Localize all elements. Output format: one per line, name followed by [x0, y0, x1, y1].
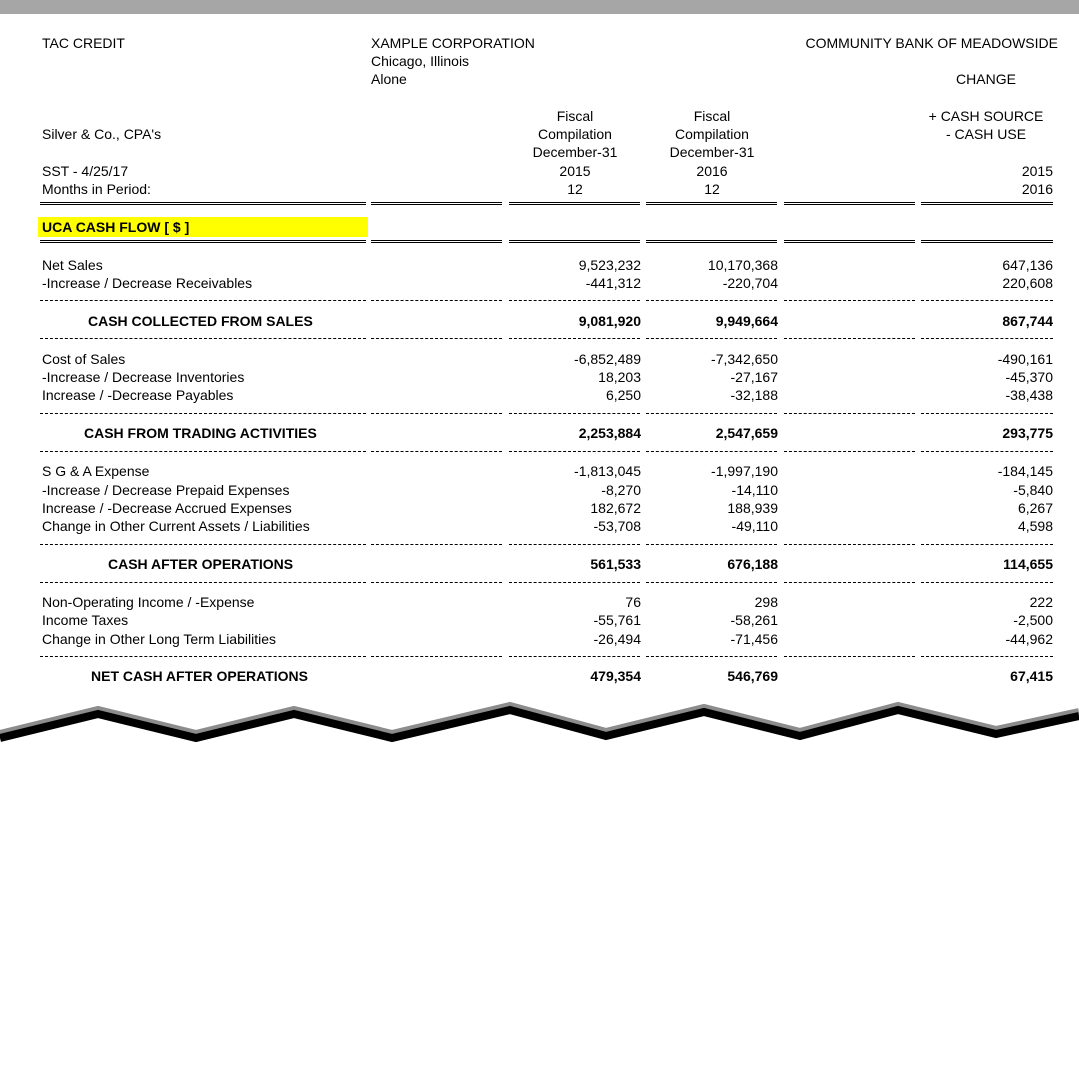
- row-label: -Increase / Decrease Inventories: [42, 369, 245, 385]
- dashed-rule: [40, 413, 366, 414]
- col2015-months: 12: [567, 181, 583, 197]
- row-value-2016: -49,110: [731, 518, 778, 534]
- dashed-rule: [509, 544, 640, 545]
- subtotal-value-2016: 2,547,659: [715, 425, 778, 441]
- row-value-change: 647,136: [1002, 257, 1053, 273]
- dashed-rule: [921, 656, 1053, 657]
- dashed-rule: [509, 451, 640, 452]
- company-name: XAMPLE CORPORATION: [371, 35, 535, 51]
- subtotal-value-2015: 561,533: [590, 556, 641, 572]
- row-value-change: -2,500: [1013, 612, 1053, 628]
- dashed-rule: [371, 582, 502, 583]
- row-value-2015: -6,852,489: [574, 351, 641, 367]
- row-value-2016: 10,170,368: [707, 257, 778, 273]
- dashed-rule: [784, 451, 915, 452]
- subtotal-label: CASH AFTER OPERATIONS: [108, 556, 294, 572]
- row-label: Cost of Sales: [42, 351, 126, 367]
- dashed-rule: [921, 544, 1053, 545]
- dashed-rule: [784, 544, 915, 545]
- row-value-change: -490,161: [997, 351, 1053, 367]
- row-value-2016: 298: [754, 594, 778, 610]
- double-rule: [371, 202, 502, 205]
- dashed-rule: [40, 300, 366, 301]
- preparer: Silver & Co., CPA's: [42, 126, 162, 142]
- total-value-2015: 479,354: [590, 668, 641, 684]
- row-value-2015: -1,813,045: [574, 463, 641, 479]
- subtotal-value-2016: 676,188: [727, 556, 778, 572]
- change-label: CHANGE: [956, 71, 1016, 87]
- dashed-rule: [646, 656, 777, 657]
- change-col-year-from: 2015: [1021, 163, 1053, 179]
- dashed-rule: [646, 338, 777, 339]
- change-col-year-to: 2016: [1021, 181, 1053, 197]
- dashed-rule: [784, 300, 915, 301]
- row-value-2015: 9,523,232: [578, 257, 641, 273]
- double-rule: [784, 240, 915, 243]
- section-title: UCA CASH FLOW [ $ ]: [42, 219, 190, 235]
- total-value-change: 67,415: [1010, 668, 1053, 684]
- col2016-line3: December-31: [669, 144, 755, 160]
- dashed-rule: [40, 582, 366, 583]
- double-rule: [784, 202, 915, 205]
- row-value-change: 220,608: [1002, 275, 1053, 291]
- dashed-rule: [646, 451, 777, 452]
- dashed-rule: [921, 300, 1053, 301]
- top-gray-bar: [0, 0, 1079, 14]
- row-label: Increase / -Decrease Accrued Expenses: [42, 500, 292, 516]
- row-label: Change in Other Current Assets / Liabilities: [42, 518, 310, 534]
- row-value-2015: -8,270: [601, 482, 641, 498]
- dashed-rule: [371, 413, 502, 414]
- double-rule: [646, 202, 777, 205]
- dashed-rule: [371, 656, 502, 657]
- row-value-2015: 76: [625, 594, 641, 610]
- row-value-change: 222: [1029, 594, 1053, 610]
- row-value-2016: -14,110: [731, 482, 778, 498]
- subtotal-value-2016: 9,949,664: [715, 313, 778, 329]
- row-value-change: -44,962: [1005, 631, 1053, 647]
- row-value-2016: -7,342,650: [711, 351, 778, 367]
- row-label: -Increase / Decrease Prepaid Expenses: [42, 482, 290, 498]
- row-label: -Increase / Decrease Receivables: [42, 275, 253, 291]
- row-value-2015: 18,203: [598, 369, 641, 385]
- row-value-2015: 6,250: [605, 387, 641, 403]
- row-value-2016: -27,167: [730, 369, 778, 385]
- row-label: S G & A Expense: [42, 463, 150, 479]
- double-rule: [921, 240, 1053, 243]
- months-label: Months in Period:: [42, 181, 151, 197]
- row-value-2016: -32,188: [730, 387, 778, 403]
- dashed-rule: [509, 413, 640, 414]
- row-label: Net Sales: [42, 257, 103, 273]
- company-city: Chicago, Illinois: [371, 53, 470, 69]
- dashed-rule: [40, 656, 366, 657]
- row-value-change: 6,267: [1017, 500, 1053, 516]
- double-rule: [40, 202, 366, 205]
- row-value-2016: -58,261: [730, 612, 778, 628]
- subtotal-value-change: 867,744: [1002, 313, 1053, 329]
- dashed-rule: [921, 582, 1053, 583]
- row-value-change: -45,370: [1005, 369, 1053, 385]
- row-label: Income Taxes: [42, 612, 129, 628]
- bank-name: COMMUNITY BANK OF MEADOWSIDE: [805, 35, 1058, 51]
- left-title: TAC CREDIT: [42, 35, 125, 51]
- dashed-rule: [784, 656, 915, 657]
- dashed-rule: [371, 544, 502, 545]
- row-value-2016: 188,939: [727, 500, 778, 516]
- double-rule: [40, 240, 366, 243]
- row-value-change: -5,840: [1013, 482, 1053, 498]
- row-value-2016: -220,704: [722, 275, 778, 291]
- dashed-rule: [40, 451, 366, 452]
- change-col-line2: - CASH USE: [945, 126, 1027, 142]
- dashed-rule: [784, 338, 915, 339]
- dashed-rule: [921, 451, 1053, 452]
- row-value-2015: 182,672: [590, 500, 641, 516]
- subtotal-value-2015: 9,081,920: [578, 313, 641, 329]
- double-rule: [509, 240, 640, 243]
- dashed-rule: [646, 413, 777, 414]
- change-col-line1: + CASH SOURCE: [928, 108, 1044, 124]
- prepared-note: SST - 4/25/17: [42, 163, 129, 179]
- dashed-rule: [371, 451, 502, 452]
- row-value-change: -184,145: [997, 463, 1053, 479]
- double-rule: [371, 240, 502, 243]
- dashed-rule: [784, 413, 915, 414]
- row-value-2015: -26,494: [593, 631, 641, 647]
- dashed-rule: [371, 338, 502, 339]
- subtotal-label: CASH COLLECTED FROM SALES: [88, 313, 313, 329]
- col2015-line1: Fiscal: [556, 108, 594, 124]
- total-label: NET CASH AFTER OPERATIONS: [91, 668, 309, 684]
- dashed-rule: [921, 413, 1053, 414]
- col2016-line2: Compilation: [675, 126, 749, 142]
- col2015-year: 2015: [559, 163, 591, 179]
- row-label: Change in Other Long Term Liabilities: [42, 631, 276, 647]
- col2016-year: 2016: [696, 163, 728, 179]
- total-value-2016: 546,769: [727, 668, 778, 684]
- col2016-months: 12: [704, 181, 720, 197]
- dashed-rule: [784, 582, 915, 583]
- row-value-2016: -71,456: [730, 631, 778, 647]
- col2015-line3: December-31: [532, 144, 618, 160]
- row-value-change: 4,598: [1017, 518, 1053, 534]
- subtotal-value-2015: 2,253,884: [578, 425, 641, 441]
- dashed-rule: [646, 544, 777, 545]
- dashed-rule: [509, 300, 640, 301]
- dashed-rule: [371, 300, 502, 301]
- subtotal-value-change: 114,655: [1003, 556, 1053, 572]
- row-value-2016: -1,997,190: [711, 463, 778, 479]
- dashed-rule: [509, 338, 640, 339]
- dashed-rule: [509, 656, 640, 657]
- row-value-change: -38,438: [1005, 387, 1053, 403]
- dashed-rule: [509, 582, 640, 583]
- double-rule: [646, 240, 777, 243]
- dashed-rule: [646, 582, 777, 583]
- subtotal-label: CASH FROM TRADING ACTIVITIES: [84, 425, 317, 441]
- double-rule: [509, 202, 640, 205]
- row-value-2015: -53,708: [593, 518, 641, 534]
- row-label: Increase / -Decrease Payables: [42, 387, 234, 403]
- double-rule: [921, 202, 1053, 205]
- company-scope: Alone: [371, 71, 407, 87]
- torn-edge-zigzag: [0, 690, 1079, 750]
- col2016-line1: Fiscal: [693, 108, 731, 124]
- dashed-rule: [646, 300, 777, 301]
- dashed-rule: [40, 544, 366, 545]
- subtotal-value-change: 293,775: [1002, 425, 1053, 441]
- dashed-rule: [921, 338, 1053, 339]
- row-value-2015: -441,312: [585, 275, 641, 291]
- col2015-line2: Compilation: [538, 126, 612, 142]
- row-label: Non-Operating Income / -Expense: [42, 594, 255, 610]
- dashed-rule: [40, 338, 366, 339]
- row-value-2015: -55,761: [593, 612, 641, 628]
